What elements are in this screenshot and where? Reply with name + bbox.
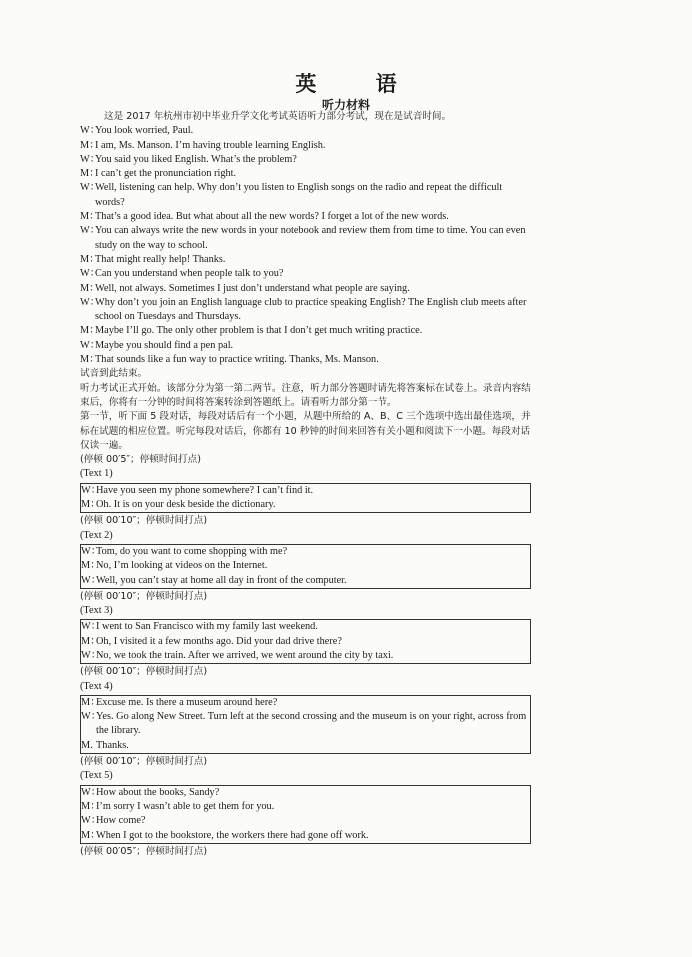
- speaker-label: W：: [81, 649, 102, 661]
- dialogue-text: Have you seen my phone somewhere? I can’t find it.: [96, 484, 314, 496]
- practice-line: [80, 210, 532, 224]
- practice-line: [80, 153, 532, 167]
- dialogue-text: Well, you can’t stay at home all day in front of the computer.: [96, 574, 347, 586]
- text-label: (Text 3): [80, 605, 113, 617]
- dialogue-text: Oh. It is on your desk beside the dictionary.: [96, 499, 276, 511]
- practice-line: [80, 296, 532, 325]
- dialogue-text: Yes. Go along New Street. Turn left at the second crossing and the museum is on your right, across from the library.: [96, 711, 527, 737]
- speaker-label: M：: [80, 325, 100, 337]
- dialogue-line: [81, 574, 527, 588]
- practice-line: [80, 253, 532, 267]
- dialogue-box: [80, 483, 531, 514]
- speaker-label: W：: [80, 225, 101, 237]
- pause-note: (停顿 00′10″；停顿时间打点): [80, 515, 208, 527]
- dialogue-line: [81, 814, 527, 828]
- text-label: (Text 1): [80, 468, 113, 480]
- dialogue-text: Maybe you should find a pen pal.: [95, 339, 234, 351]
- practice-line: [80, 267, 532, 281]
- speaker-label: W：: [80, 153, 101, 165]
- dialogue-line: [81, 649, 527, 663]
- dialogue-text: Oh, I visited it a few months ago. Did your dad drive there?: [96, 635, 342, 647]
- dialogue-text: You can always write the new words in your notebook and review them from time to time. You can even study on the way to school.: [95, 225, 526, 251]
- dialogue-text: Well, listening can help. Why don’t you listen to English songs on the radio and repeat the difficult words?: [95, 182, 503, 208]
- speaker-label: W：: [81, 786, 102, 798]
- speaker-label: M：: [81, 696, 101, 708]
- dialogue-text: How come?: [96, 815, 146, 827]
- dialogue-text: I am, Ms. Manson. I’m having trouble learning English.: [95, 139, 326, 151]
- text-label: (Text 5): [80, 770, 113, 782]
- dialogue-text: Why don’t you join an English language club to practice speaking English? The English club meets after school on Tuesdays and Thursdays.: [95, 296, 527, 323]
- speaker-label: M：: [81, 499, 101, 511]
- dialogue-text: You said you liked English. What’s the problem?: [95, 153, 297, 165]
- formal-start-note: 听力考试正式开始。该部分分为第一第二两节。注意，听力部分答题时请先将答案标在试卷上。录音内容结束后，你将有一分钟的时间将答案转涂到答题纸上。请看听力部分第一节。: [80, 382, 531, 408]
- practice-line: [80, 139, 532, 153]
- dialogue-line: [81, 484, 527, 498]
- dialogue-line: [81, 559, 527, 573]
- speaker-label: W：: [80, 125, 101, 137]
- pause-note: (停顿 00′05″；停顿时间打点): [80, 845, 208, 857]
- practice-line: [80, 224, 532, 253]
- dialogue-box: [80, 695, 531, 754]
- speaker-label: W：: [80, 182, 101, 194]
- text-label: (Text 2): [80, 529, 113, 541]
- speaker-label: M：: [80, 168, 100, 180]
- dialogue-text: Can you understand when people talk to you?: [95, 268, 284, 280]
- dialogue-text: Thanks.: [96, 739, 129, 751]
- dialogue-text: When I got to the bookstore, the workers there had gone off work.: [96, 829, 369, 841]
- practice-dialogue: [80, 124, 532, 367]
- listening-content: [80, 110, 532, 859]
- dialogue-text: Excuse me. Is there a museum around here?: [96, 696, 278, 708]
- speaker-label: W：: [81, 574, 102, 586]
- dialogue-line: [81, 498, 527, 512]
- dialogue-text: I went to San Francisco with my family last weekend.: [96, 621, 318, 633]
- speaker-label: M：: [80, 211, 100, 223]
- practice-line: [80, 353, 532, 367]
- dialogue-line: [81, 829, 527, 843]
- dialogue-box: [80, 619, 531, 664]
- dialogue-text: Maybe I’ll go. The only other problem is that I don’t get much writing practice.: [95, 325, 423, 337]
- speaker-label: W：: [81, 545, 102, 557]
- speaker-label: W：: [81, 711, 102, 723]
- dialogue-text: You look worried, Paul.: [95, 125, 194, 137]
- dialogue-texts: [80, 467, 532, 859]
- practice-line: [80, 324, 532, 338]
- speaker-label: W：: [80, 339, 101, 351]
- dialogue-line: [81, 739, 527, 753]
- dialogue-text: That sounds like a fun way to practice writing. Thanks, Ms. Manson.: [95, 354, 379, 366]
- dialogue-line: [81, 620, 527, 634]
- page-subtitle: 听力材料: [321, 98, 370, 112]
- dialogue-box: [80, 544, 531, 589]
- test-end-note: 试音到此结束。: [80, 368, 148, 380]
- dialogue-text: That might really help! Thanks.: [95, 253, 226, 265]
- practice-line: [80, 339, 532, 353]
- section1-instructions: 第一节，听下面 5 段对话，每段对话后有一个小题，从题中所给的 A、B、C 三个选项中选出最佳选项，并标在试题的相应位置。听完每段对话后，你都有 10 秒钟的时间来回答有关小题和阅读下一小题。每段对话仅读一遍。: [80, 411, 531, 451]
- speaker-label: M.: [81, 739, 93, 751]
- speaker-label: M：: [81, 800, 101, 812]
- speaker-label: W：: [80, 296, 101, 308]
- page-title: 英 语: [295, 72, 423, 96]
- dialogue-line: [81, 800, 527, 814]
- speaker-label: M：: [80, 253, 100, 265]
- dialogue-text: I can’t get the pronunciation right.: [95, 168, 237, 180]
- dialogue-text: No, I’m looking at videos on the Internet.: [96, 560, 268, 572]
- speaker-label: W：: [81, 484, 102, 496]
- speaker-label: M：: [81, 560, 101, 572]
- dialogue-line: [81, 635, 527, 649]
- dialogue-line: [81, 696, 527, 710]
- dialogue-text: I’m sorry I wasn’t able to get them for you.: [96, 800, 275, 812]
- speaker-label: M：: [80, 354, 100, 366]
- dialogue-text: Tom, do you want to come shopping with me?: [96, 545, 288, 557]
- practice-line: [80, 282, 532, 296]
- dialogue-text: No, we took the train. After we arrived, we went around the city by taxi.: [96, 649, 394, 661]
- dialogue-line: [81, 545, 527, 559]
- dialogue-line: [81, 786, 527, 800]
- speaker-label: W：: [81, 815, 102, 827]
- speaker-label: W：: [80, 268, 101, 280]
- pause-note: (停顿 00′10″；停顿时间打点): [80, 756, 208, 768]
- pause-note: (停顿 00′10″；停顿时间打点): [80, 666, 208, 678]
- speaker-label: M：: [80, 139, 100, 151]
- intro-text: 这是 2017 年杭州市初中毕业升学文化考试英语听力部分考试，现在是试音时间。: [104, 111, 452, 122]
- pause-note: (停顿 00′5″；停顿时间打点): [80, 454, 201, 466]
- speaker-label: M：: [80, 282, 100, 294]
- dialogue-text: That’s a good idea. But what about all the new words? I forget a lot of the new words.: [95, 211, 449, 223]
- speaker-label: M：: [81, 635, 101, 647]
- practice-line: [80, 167, 532, 181]
- practice-line: [80, 181, 532, 210]
- speaker-label: M：: [81, 829, 101, 841]
- dialogue-text: Well, not always. Sometimes I just don’t understand what people are saying.: [95, 282, 410, 294]
- dialogue-line: [81, 710, 527, 739]
- speaker-label: W：: [81, 621, 102, 633]
- dialogue-box: [80, 785, 531, 844]
- text-label: (Text 4): [80, 680, 113, 692]
- pause-note: (停顿 00′10″；停顿时间打点): [80, 590, 208, 602]
- dialogue-text: How about the books, Sandy?: [96, 786, 220, 798]
- practice-line: [80, 124, 532, 138]
